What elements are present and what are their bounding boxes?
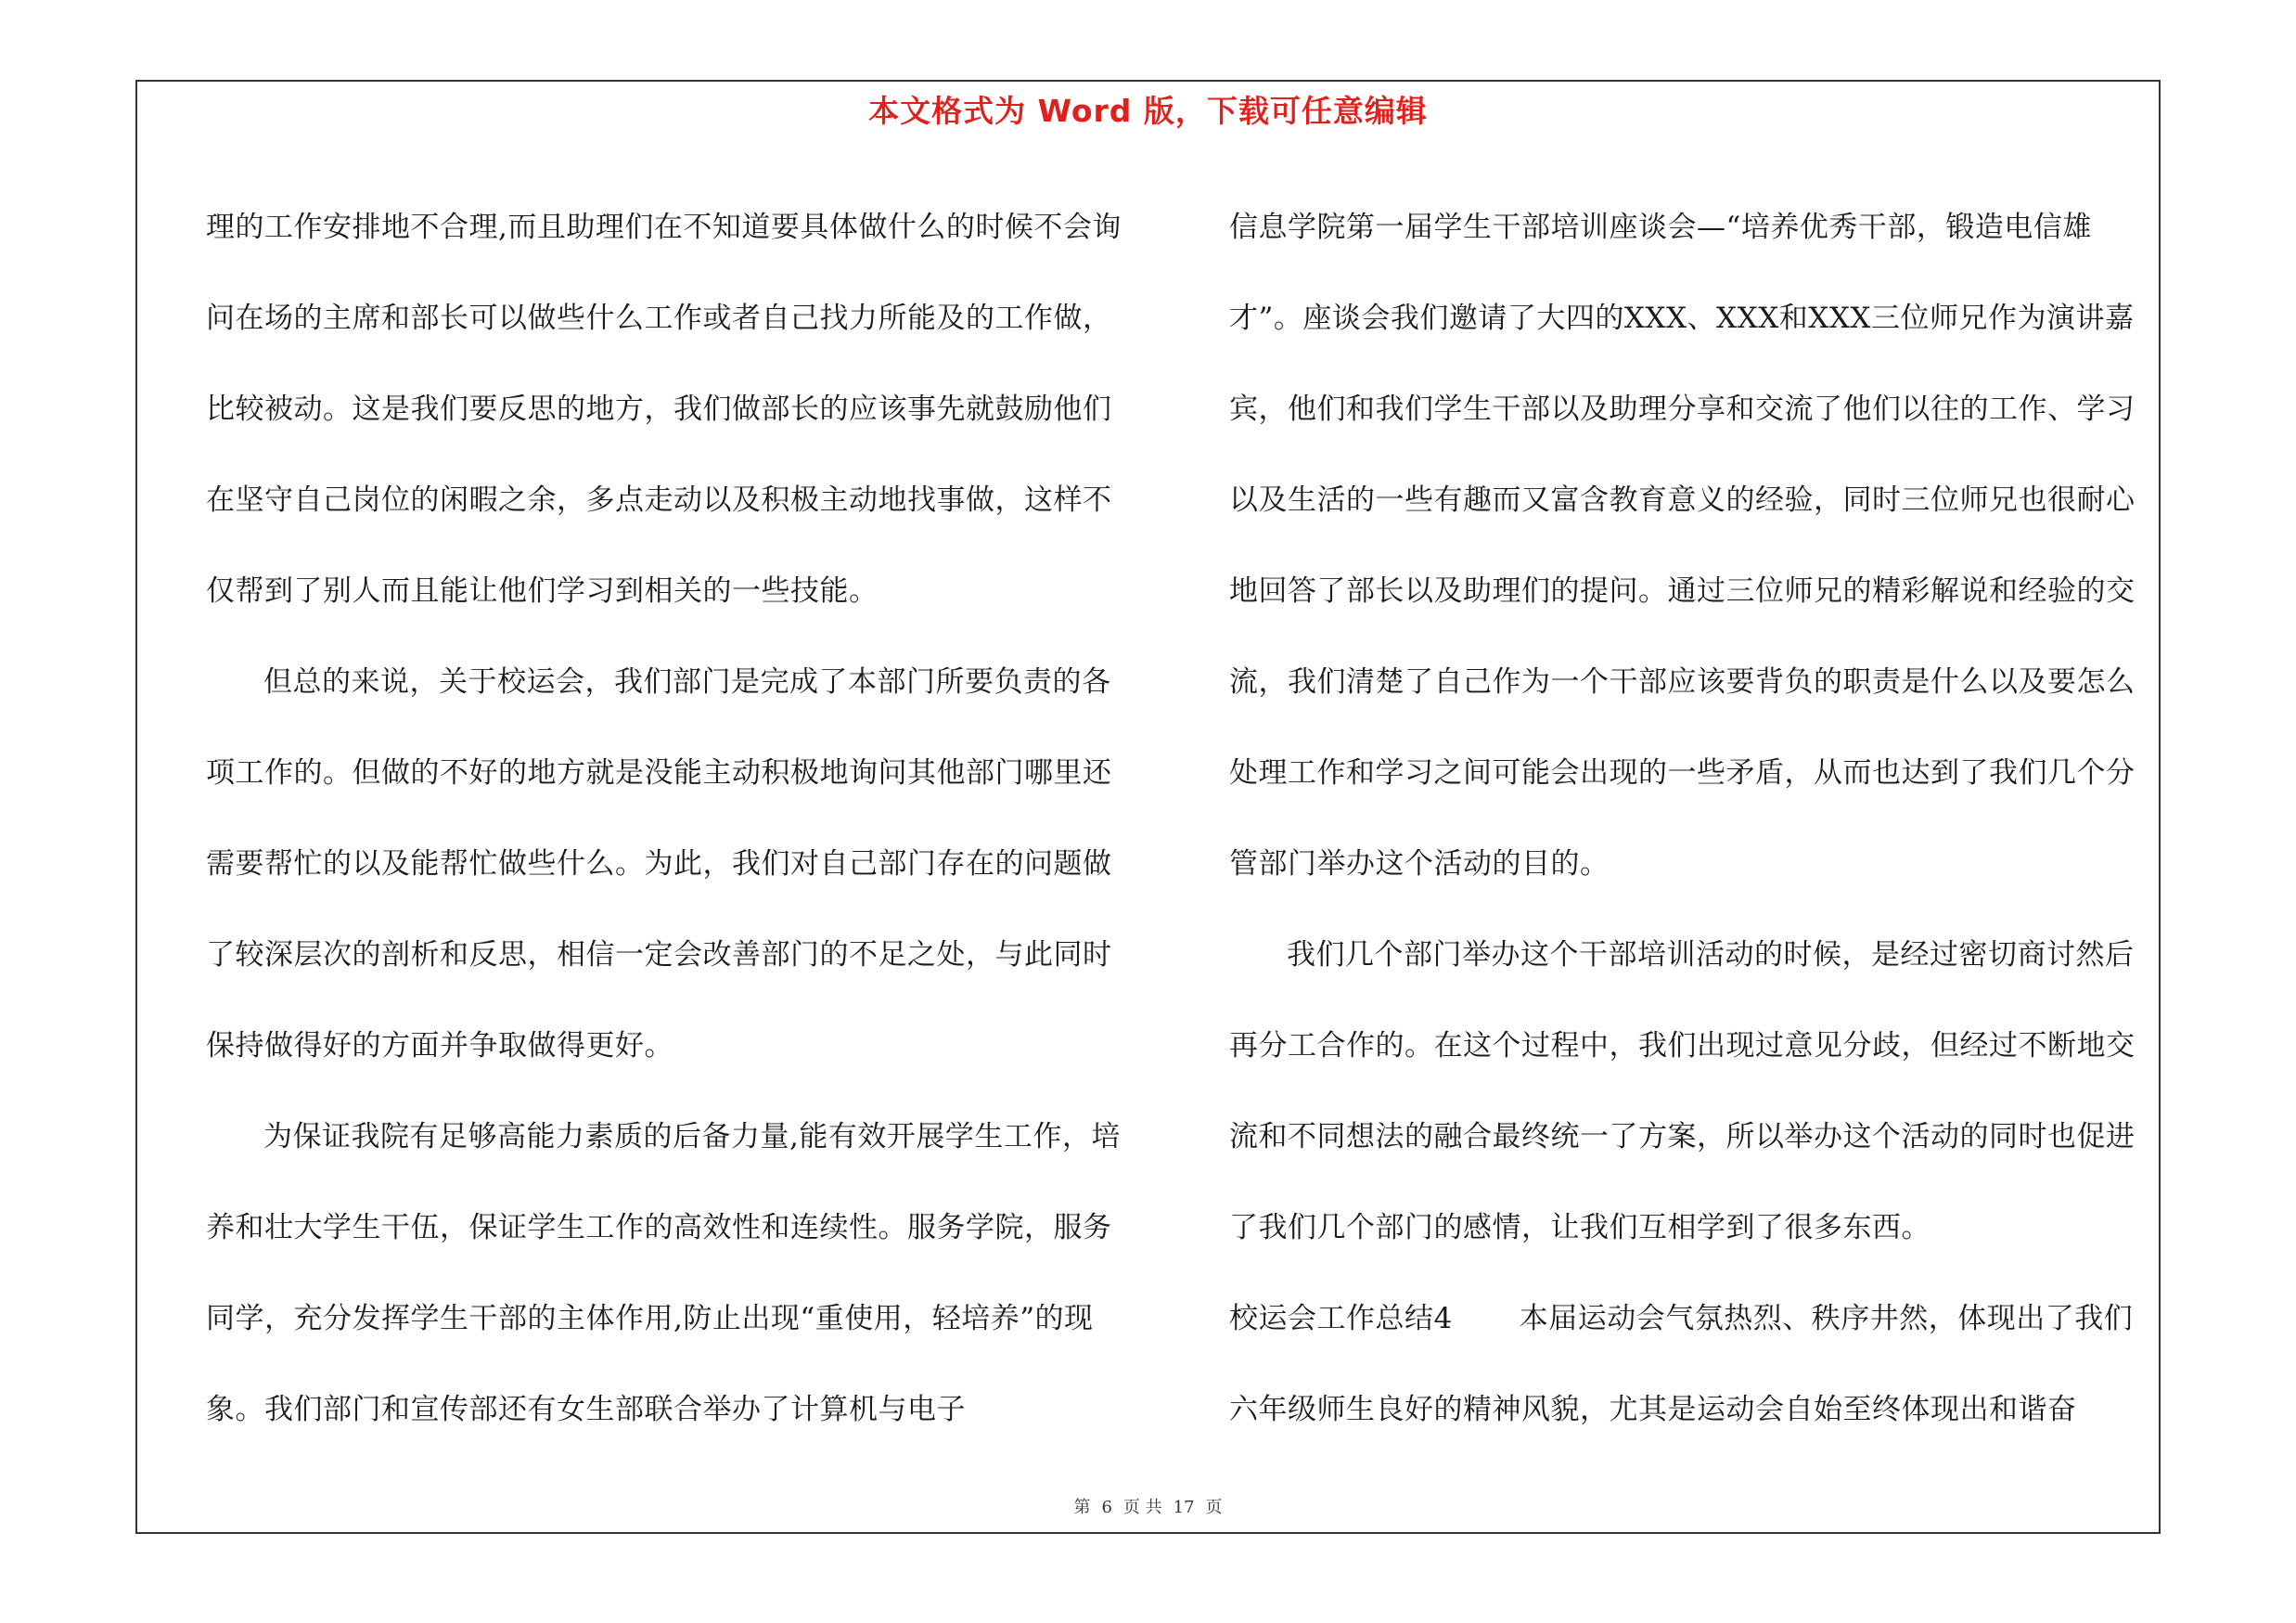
section-title: 校运会工作总结4 <box>1229 1302 1453 1335</box>
paragraph: 信息学院第一届学生干部培训座谈会—“培养优秀干部，锻造电信雄才”。座谈会我们邀请了大四的XXX、XXX和XXX三位师兄作为演讲嘉宾，他们和我们学生干部以及助理分享和交流了他们以往的工作、学习以及生活的一些有趣而又富含教育意义的经验，同时三位师兄也很耐心地回答了部长以及助理们的提问。通过三位师兄的精彩解说和经验的交流，我们清楚了自己作为一个干部应该要背负的职责是什么以及要怎么处理工作和学习之间可能会出现的一些矛盾，从而也达到了我们几个分管部门举办这个活动的目的。 <box>1229 211 2136 881</box>
format-banner: 本文格式为 Word 版，下载可任意编辑 <box>868 93 1428 129</box>
total-page-count: 17 <box>1173 1498 1195 1517</box>
footer-prefix: 第 <box>1073 1498 1091 1517</box>
footer-suffix: 页 <box>1205 1498 1223 1517</box>
section-paragraph <box>1229 1273 2157 1455</box>
footer-middle: 页 共 <box>1122 1498 1162 1517</box>
section-text: 本届运动会气氛热烈、秩序井然，体现出了我们六年级师生良好的精神风貌，尤其是运动会自始至终体现出和谐奋 <box>1229 1302 2134 1426</box>
left-column <box>206 182 1134 1455</box>
page-footer <box>0 1494 2296 1518</box>
right-column <box>1229 182 2157 1455</box>
paragraph: 理的工作安排地不合理,而且助理们在不知道要具体做什么的时候不会询问在场的主席和部长可以做些什么工作或者自己找力所能及的工作做，比较被动。这是我们要反思的地方，我们做部长的应该事先就鼓励他们在坚守自己岗位的闲暇之余，多点走动以及积极主动地找事做，这样不仅帮到了别人而且能让他们学习到相关的一些技能。 <box>206 211 1122 608</box>
paragraph: 但总的来说，关于校运会，我们部门是完成了本部门所要负责的各项工作的。但做的不好的地方就是没能主动积极地询问其他部门哪里还需要帮忙的以及能帮忙做些什么。为此，我们对自己部门存在的问题做了较深层次的剖析和反思，相信一定会改善部门的不足之处，与此同时保持做得好的方面并争取做得更好。 <box>206 665 1112 1063</box>
paragraph: 我们几个部门举办这个干部培训活动的时候，是经过密切商讨然后再分工合作的。在这个过程中，我们出现过意见分歧，但经过不断地交流和不同想法的融合最终统一了方案，所以举办这个活动的同时也促进了我们几个部门的感情，让我们互相学到了很多东西。 <box>1229 938 2136 1244</box>
current-page-number: 6 <box>1101 1498 1112 1517</box>
paragraph: 为保证我院有足够高能力素质的后备力量,能有效开展学生工作，培养和壮大学生干伍，保证学生工作的高效性和连续性。服务学院，服务同学，充分发挥学生干部的主体作用,防止出现“重使用，轻培养”的现象。我们部门和宣传部还有女生部联合举办了计算机与电子 <box>206 1120 1121 1426</box>
